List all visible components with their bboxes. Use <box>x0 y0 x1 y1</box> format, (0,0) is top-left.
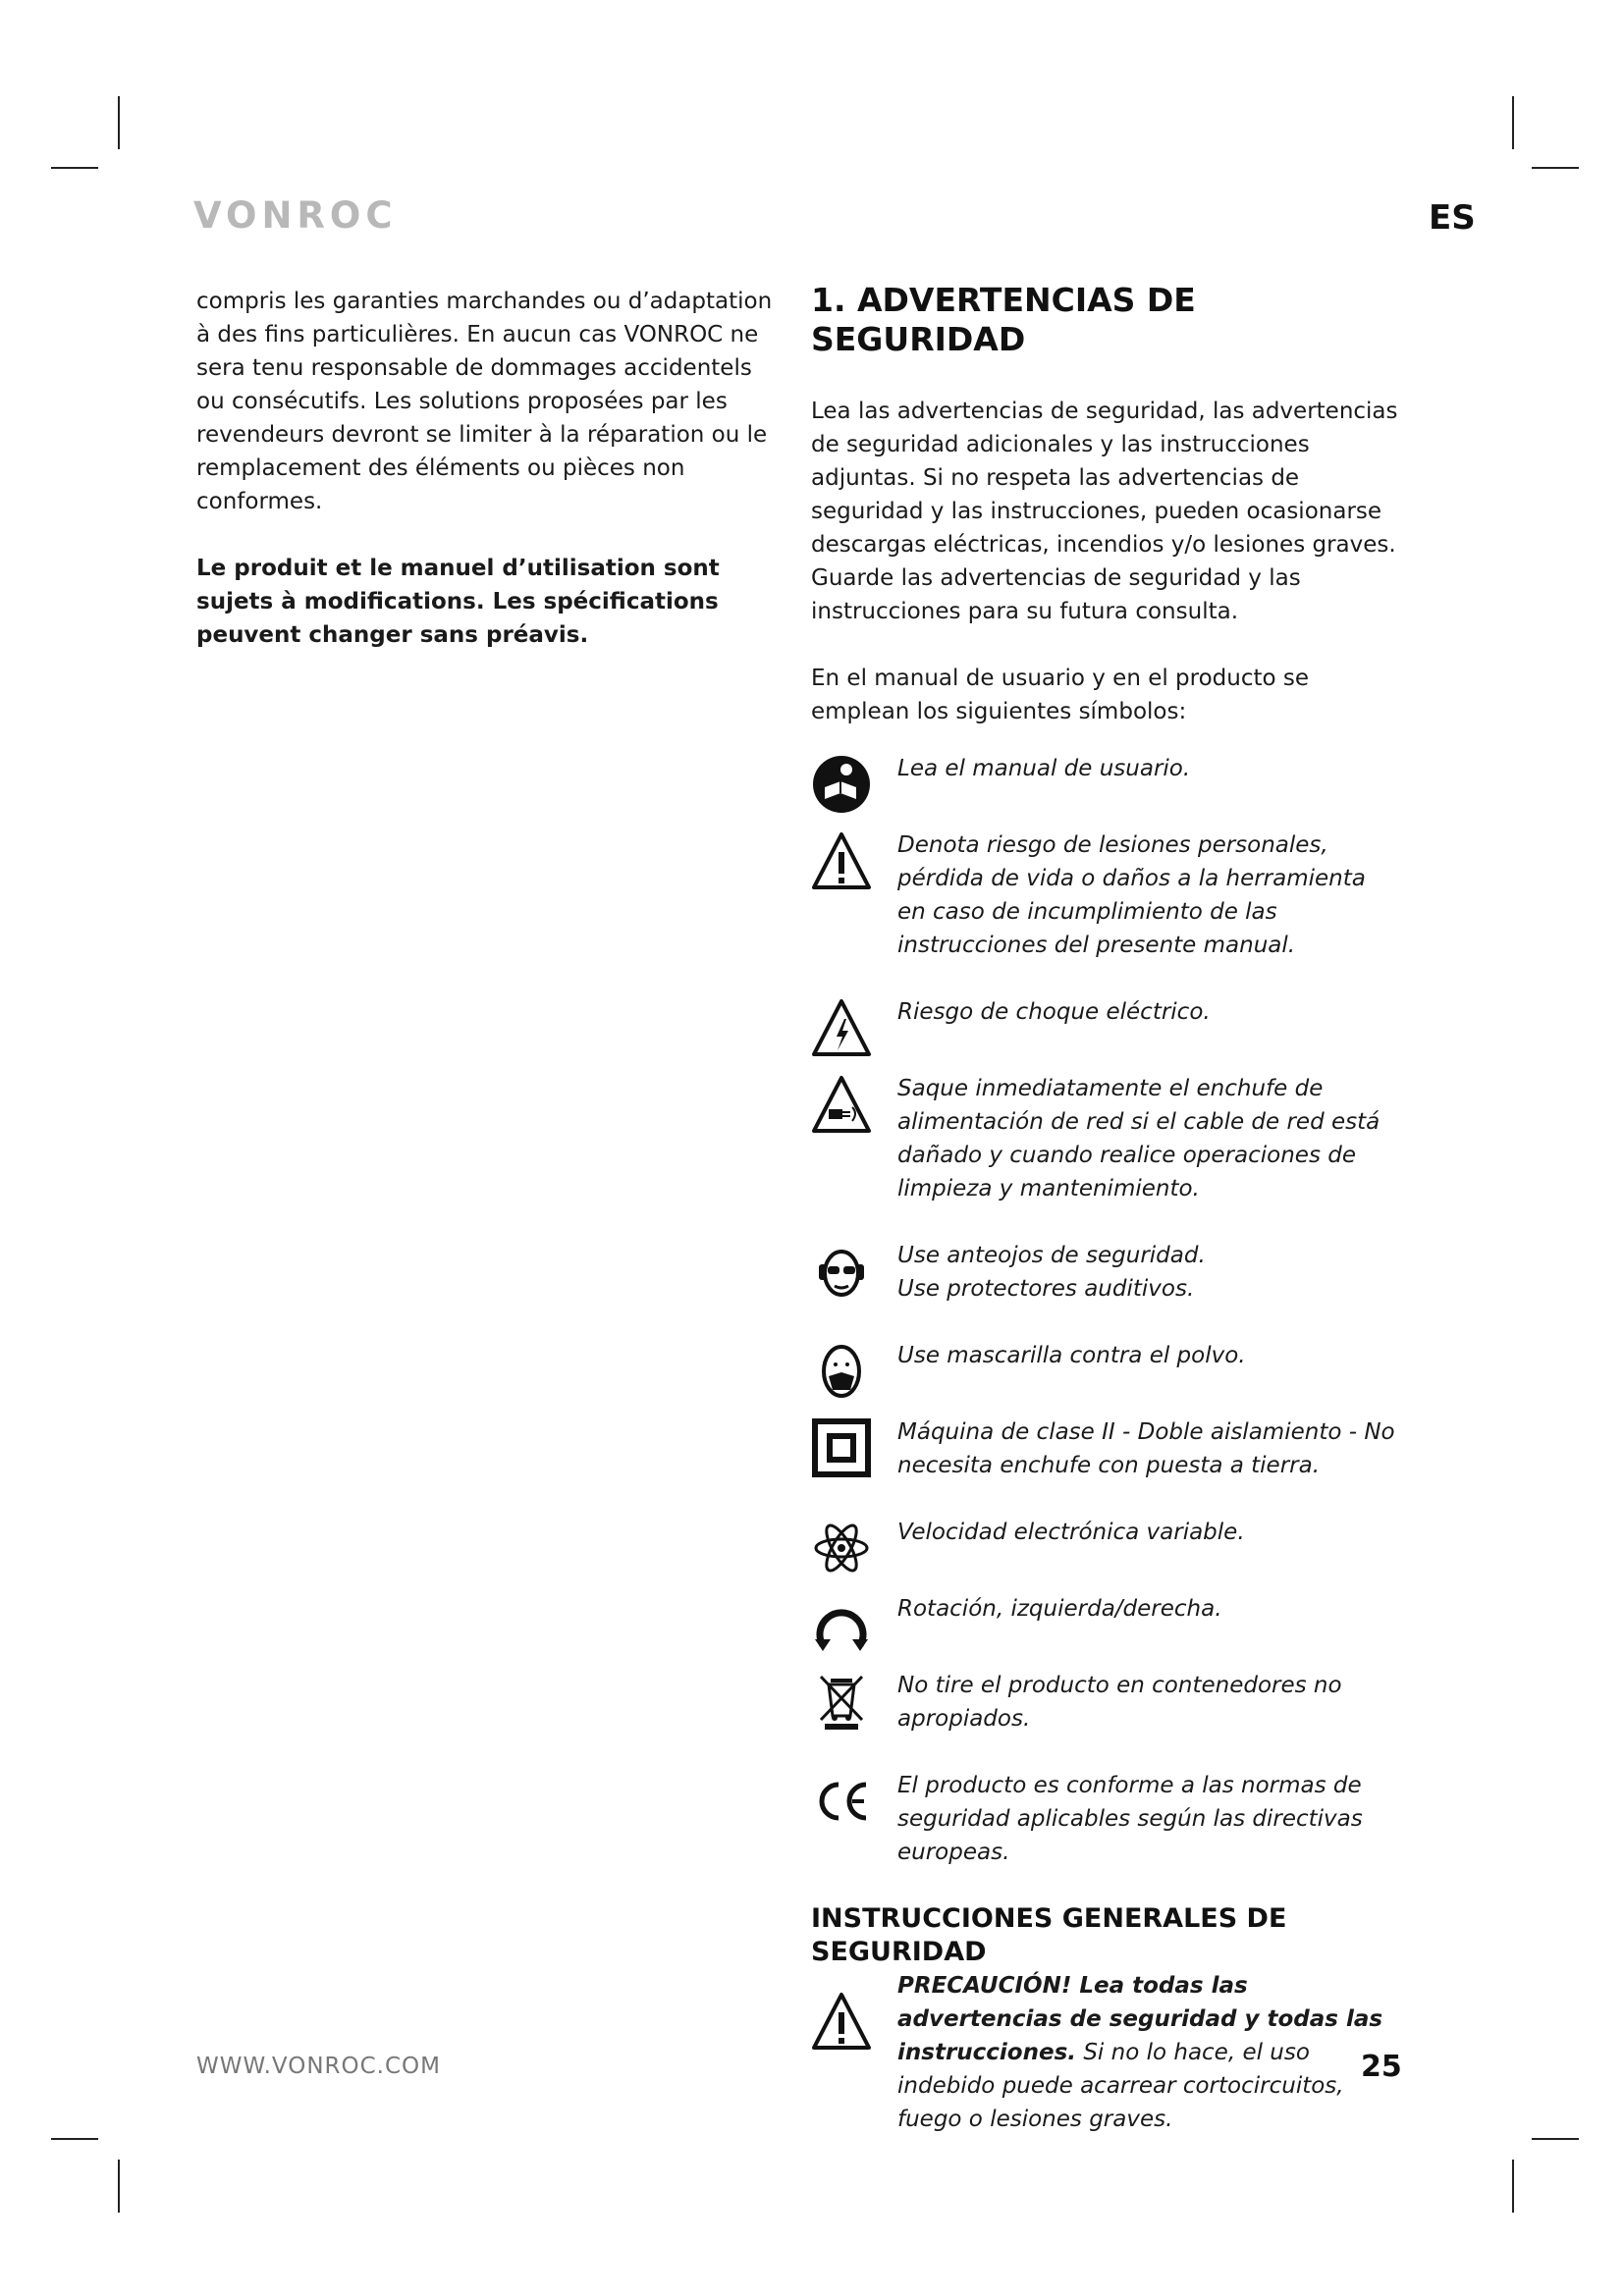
modification-note: Le produit et le manuel d’utilisation sont sujets à modifications. Les spécifications peuvent changer sans préavis. <box>196 556 720 648</box>
language-code: ES <box>1429 198 1476 238</box>
unplug-icon <box>811 1074 872 1135</box>
symbol-item: Use mascarilla contra el polvo. <box>811 1339 1400 1382</box>
warranty-paragraph: compris les garanties marchandes ou d’adaptation à des fins particulières. En aucun cas VONROC ne sera tenu responsable de dommages accidentels ou consécutifs. Les solutions proposées par les revendeurs devront se limiter à la réparation ou le remplacement des éléments ou pièces non conformes. <box>196 289 773 514</box>
dust-mask-icon <box>811 1341 872 1402</box>
symbols-intro: En el manual de usuario y en el producto se emplean los siguientes símbolos: <box>811 666 1310 724</box>
brand-logo: VONROC <box>193 194 398 237</box>
section-heading: 1. ADVERTENCIAS DE SEGURIDAD <box>811 281 1196 358</box>
caution-text: Si no lo hace, el uso indebido puede acarrear cortocircuitos, fuego o lesiones graves. <box>897 2040 1344 2132</box>
electric-shock-icon <box>811 997 872 1058</box>
crop-mark <box>51 167 98 169</box>
crop-mark <box>51 2138 98 2140</box>
page-number: 25 <box>1361 2050 1402 2084</box>
crop-mark <box>1512 96 1514 149</box>
crop-mark <box>1512 2160 1514 2213</box>
crop-mark <box>118 2160 120 2213</box>
symbol-item: Use anteojos de seguridad. Use protectores auditivos. <box>811 1239 1400 1306</box>
weee-bin-icon <box>811 1671 872 1732</box>
symbol-item: Riesgo de choque eléctrico. <box>811 995 1400 1039</box>
read-manual-icon <box>811 754 872 815</box>
symbol-list <box>811 752 1400 1869</box>
warning-icon <box>811 1991 872 2052</box>
caution-block <box>811 1969 1400 2136</box>
general-safety-heading: INSTRUCCIONES GENERALES DE SEGURIDAD <box>811 1903 1287 1967</box>
left-column <box>196 285 785 652</box>
variable-speed-icon <box>811 1518 872 1578</box>
crop-mark <box>1532 2138 1579 2140</box>
symbol-item: Denota riesgo de lesiones personales, pérdida de vida o daños a la herramienta en caso de incumplimiento de las instrucciones del presente manual. <box>811 828 1400 962</box>
symbol-item: Lea el manual de usuario. <box>811 752 1400 795</box>
website-url: WWW.VONROC.COM <box>196 2054 441 2079</box>
warning-icon <box>811 830 872 891</box>
class-ii-icon <box>811 1417 872 1478</box>
goggles-earmuffs-icon <box>811 1241 872 1302</box>
symbol-item: Rotación, izquierda/derecha. <box>811 1592 1400 1635</box>
caution-bold-text: PRECAUCIÓN! Lea todas las advertencias de seguridad y todas las instrucciones. <box>897 1973 1383 2065</box>
symbol-item: No tire el producto en contenedores no apropiados. <box>811 1669 1400 1735</box>
symbol-item: Velocidad electrónica variable. <box>811 1516 1400 1559</box>
ce-mark-icon <box>811 1771 872 1832</box>
rotation-icon <box>811 1594 872 1655</box>
right-column <box>811 281 1400 2136</box>
symbol-item: El producto es conforme a las normas de seguridad aplicables según las directivas europeas. <box>811 1769 1400 1869</box>
crop-mark <box>1532 167 1579 169</box>
safety-intro: Lea las advertencias de seguridad, las advertencias de seguridad adicionales y las instrucciones adjuntas. Si no respeta las advertencias de seguridad y las instrucciones, pueden ocasionarse descargas eléctricas, incendios y/o lesiones graves. Guarde las advertencias de seguridad y las instrucciones para su futura consulta. <box>811 399 1398 624</box>
crop-mark <box>118 96 120 149</box>
symbol-item: Máquina de clase II - Doble aislamiento - No necesita enchufe con puesta a tierra. <box>811 1415 1400 1482</box>
symbol-item: Saque inmediatamente el enchufe de alimentación de red si el cable de red está dañado y cuando realice operaciones de limpieza y mantenimiento. <box>811 1072 1400 1205</box>
